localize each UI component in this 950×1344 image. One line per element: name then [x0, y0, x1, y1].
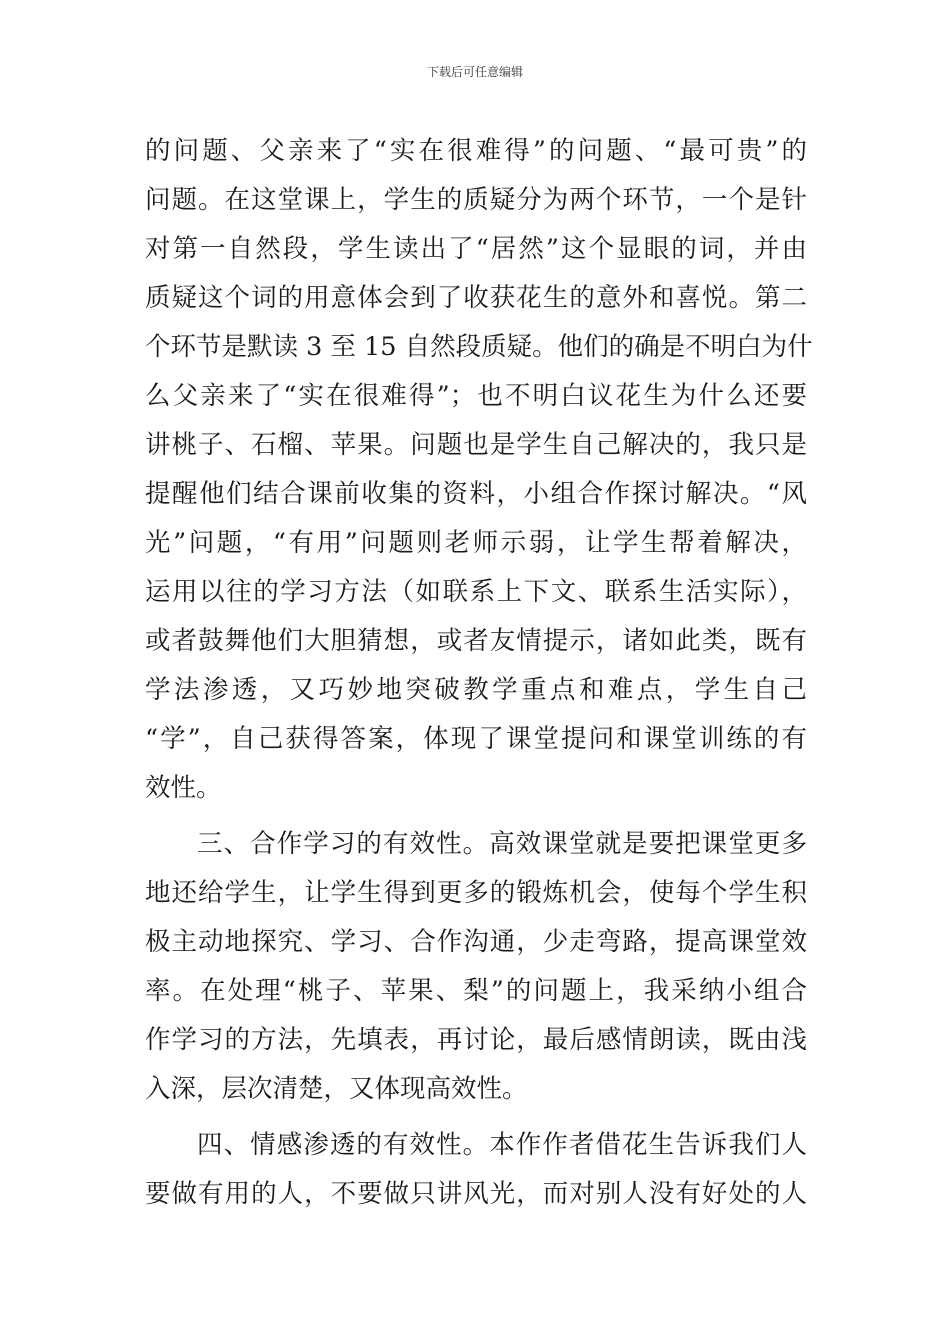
text-line: 个环节是默读 3 至 15 自然段质疑。他们的确是不明白为什	[145, 332, 813, 362]
text-line: 学法渗透，又巧妙地突破教学重点和难点，学生自己	[145, 675, 807, 705]
paragraph-start-line: 四、情感渗透的有效性。本作作者借花生告诉我们人	[197, 1130, 807, 1160]
text-line: 极主动地探究、学习、合作沟通，少走弯路，提高课堂效	[145, 927, 807, 957]
text-line: 效性。	[145, 773, 222, 803]
text-line: 质疑这个词的用意体会到了收获花生的意外和喜悦。第二	[145, 283, 807, 313]
text-line: 光”问题，“有用”问题则老师示弱，让学生帮着解决，	[145, 528, 807, 558]
text-line: 入深，层次清楚，又体现高效性。	[145, 1074, 528, 1104]
text-line: 或者鼓舞他们大胆猜想，或者友情提示，诸如此类，既有	[145, 626, 807, 656]
text-line: “学”，自己获得答案，体现了课堂提问和课堂训练的有	[145, 724, 807, 754]
text-line: 要做有用的人，不要做只讲风光，而对别人没有好处的人	[145, 1179, 807, 1209]
text-line: 运用以往的学习方法（如联系上下文、联系生活实际），	[145, 577, 807, 607]
text-line: 问题。在这堂课上，学生的质疑分为两个环节，一个是针	[145, 185, 807, 215]
text-line: 的问题、父亲来了“实在很难得”的问题、“最可贵”的	[145, 136, 807, 166]
text-line: 提醒他们结合课前收集的资料，小组合作探讨解决。“风	[145, 479, 807, 509]
text-line: 作学习的方法，先填表，再讨论，最后感情朗读，既由浅	[145, 1025, 807, 1055]
text-line: 讲桃子、石榴、苹果。问题也是学生自己解决的，我只是	[145, 430, 807, 460]
paragraph-start-line: 三、合作学习的有效性。高效课堂就是要把课堂更多	[197, 829, 807, 859]
text-line: 地还给学生，让学生得到更多的锻炼机会，使每个学生积	[145, 878, 807, 908]
text-line: 率。在处理“桃子、苹果、梨”的问题上，我采纳小组合	[145, 976, 807, 1006]
page-header: 下载后可任意编辑	[426, 65, 523, 79]
text-line: 么父亲来了“实在很难得”；也不明白议花生为什么还要	[145, 381, 807, 411]
text-line: 对第一自然段，学生读出了“居然”这个显眼的词，并由	[145, 234, 807, 264]
